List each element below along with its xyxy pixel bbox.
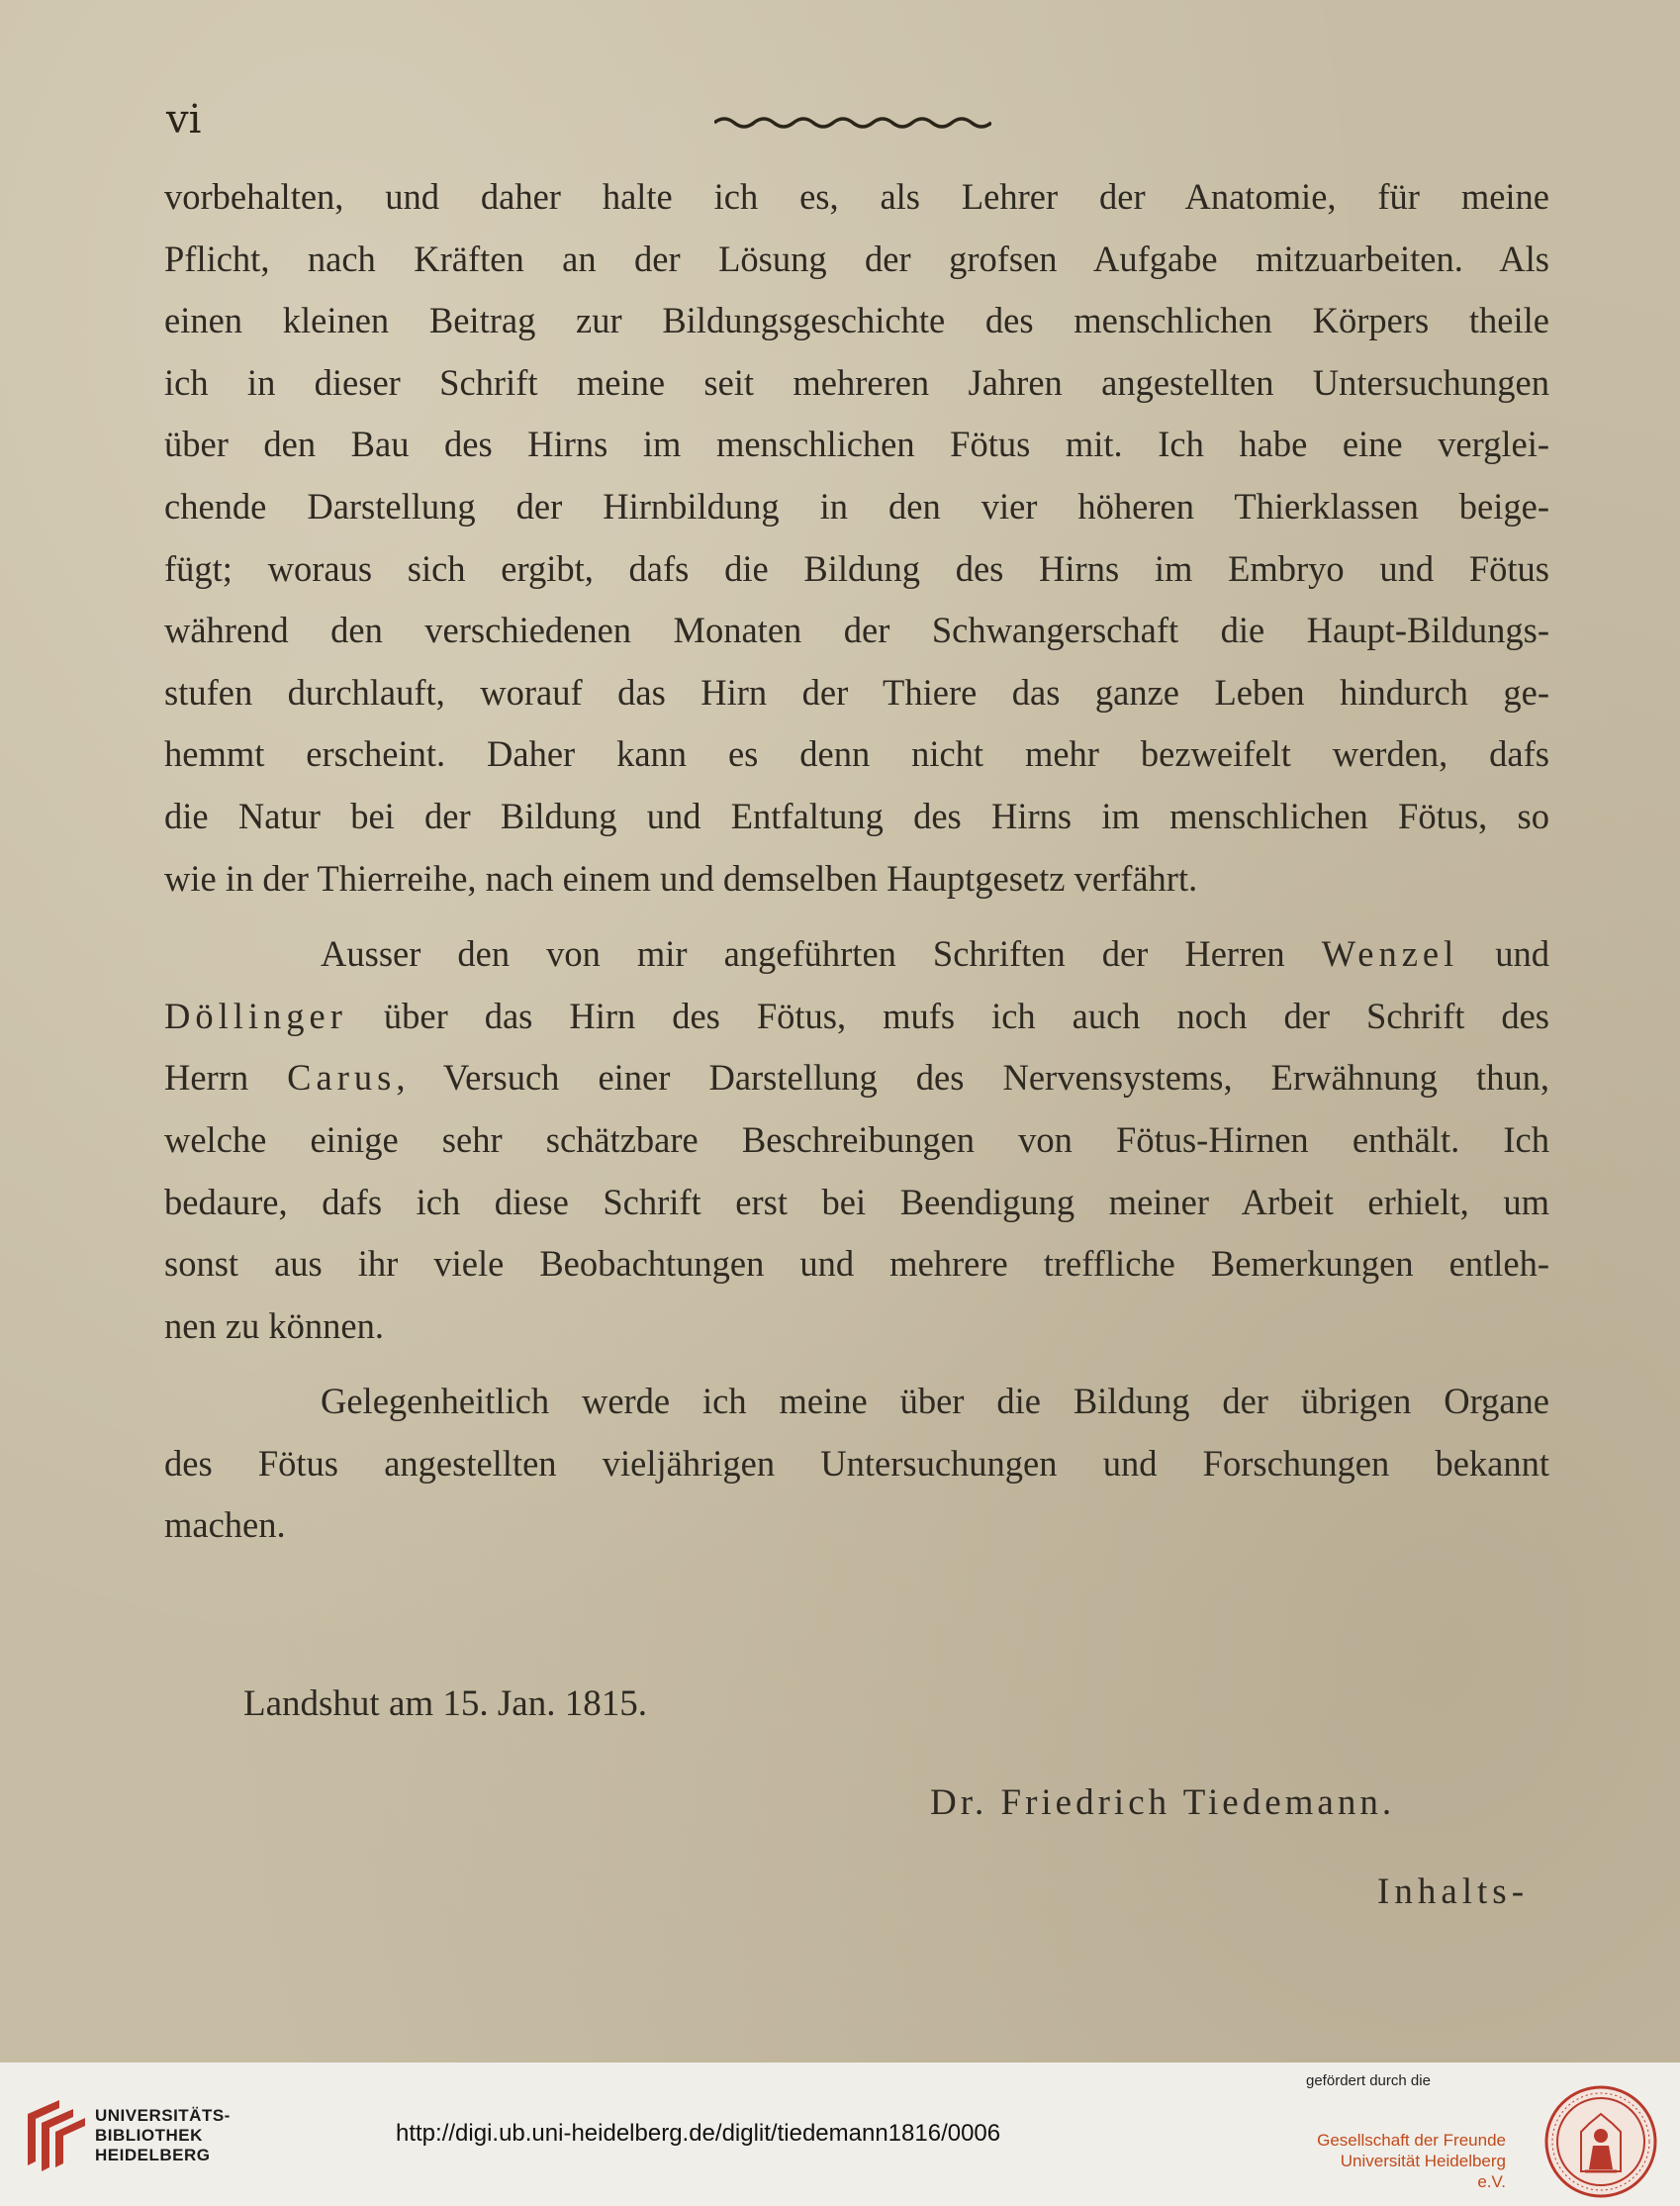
text-line [164, 986, 1549, 1048]
text-line: ich in dieser Schrift meine seit mehreren Jahren angestellten Untersuchungen [164, 361, 1549, 403]
permalink-url[interactable]: http://digi.ub.uni-heidelberg.de/diglit/tiedemann1816/0006 [396, 2120, 1001, 2147]
university-seal-icon [1543, 2084, 1658, 2199]
sponsor-label: gefördert durch die [1306, 2072, 1431, 2089]
text-line: Pflicht, nach Kräften an der Lösung der grofsen Aufgabe mitzuarbeiten. Als [164, 238, 1549, 279]
text-line: über den Bau des Hirns im menschlichen Fötus mit. Ich habe eine verglei- [164, 424, 1549, 465]
text-fragment: Herrn [164, 1057, 249, 1099]
author-name-wenzel: Wenzel [1321, 933, 1459, 975]
text-line: welche einige sehr schätzbare Beschreibungen von Fötus-Hirnen enthält. Ich [164, 1118, 1549, 1160]
text-fragment: Ausser den von mir angeführten Schriften der Herren [321, 933, 1285, 975]
author-name-doellinger: Döllinger [164, 995, 347, 1036]
text-line: bedaure, dafs ich diese Schrift erst bei Beendigung meiner Arbeit erhielt, um [164, 1181, 1549, 1222]
text-line [164, 923, 1549, 986]
text-line: wie in der Thierreihe, nach einem und demselben Hauptgesetz verfährt. [164, 857, 1198, 899]
text-line: machen. [164, 1504, 286, 1546]
sponsor-society-name: Gesellschaft der Freunde Universität Heidelberg e.V. [1317, 2131, 1506, 2191]
university-library-logo-icon [20, 2096, 89, 2171]
text-line: des Fötus angestellten vieljährigen Untersuchungen und Forschungen bekannt [164, 1442, 1549, 1484]
text-line: nen zu können. [164, 1304, 384, 1346]
author-name-carus: Carus [287, 1057, 397, 1099]
body-text [164, 166, 1549, 1557]
text-line: vorbehalten, und daher halte ich es, als Lehrer der Anatomie, für meine [164, 176, 1549, 217]
catchword: Inhalts- [1377, 1871, 1530, 1912]
author-signature: Dr. Friedrich Tiedemann. [930, 1782, 1396, 1823]
text-line: stufen durchlauft, worauf das Hirn der Thiere das ganze Leben hindurch ge- [164, 671, 1549, 713]
text-line: einen kleinen Beitrag zur Bildungsgeschichte des menschlichen Körpers theile [164, 300, 1549, 341]
text-fragment: , Versuch einer Darstellung des Nervensystems, Erwähnung thun, [396, 1057, 1549, 1099]
text-line: Gelegenheitlich werde ich meine über die Bildung der übrigen Organe [321, 1381, 1549, 1422]
text-line: hemmt erscheint. Daher kann es denn nicht mehr bezweifelt werden, dafs [164, 733, 1549, 775]
page-number: vi [166, 97, 202, 143]
text-line: sonst aus ihr viele Beobachtungen und mehrere treffliche Bemerkungen entleh- [164, 1243, 1549, 1285]
place-date: Landshut am 15. Jan. 1815. [243, 1683, 647, 1724]
text-fragment: über das Hirn des Fötus, mufs ich auch noch der Schrift des [383, 995, 1549, 1036]
text-line: fügt; woraus sich ergibt, dafs die Bildung des Hirns im Embryo und Fötus [164, 547, 1549, 589]
text-fragment: und [1495, 933, 1549, 975]
text-line: während den verschiedenen Monaten der Schwangerschaft die Haupt-Bildungs- [164, 610, 1549, 651]
text-line [164, 1047, 1549, 1109]
text-line: chende Darstellung der Hirnbildung in den vier höheren Thierklassen beige- [164, 485, 1549, 527]
header-ornament [714, 111, 991, 131]
institution-name: UNIVERSITÄTS- BIBLIOTHEK HEIDELBERG [95, 2106, 231, 2164]
text-line: die Natur bei der Bildung und Entfaltung des Hirns im menschlichen Fötus, so [164, 795, 1549, 836]
library-footer [0, 2062, 1680, 2206]
